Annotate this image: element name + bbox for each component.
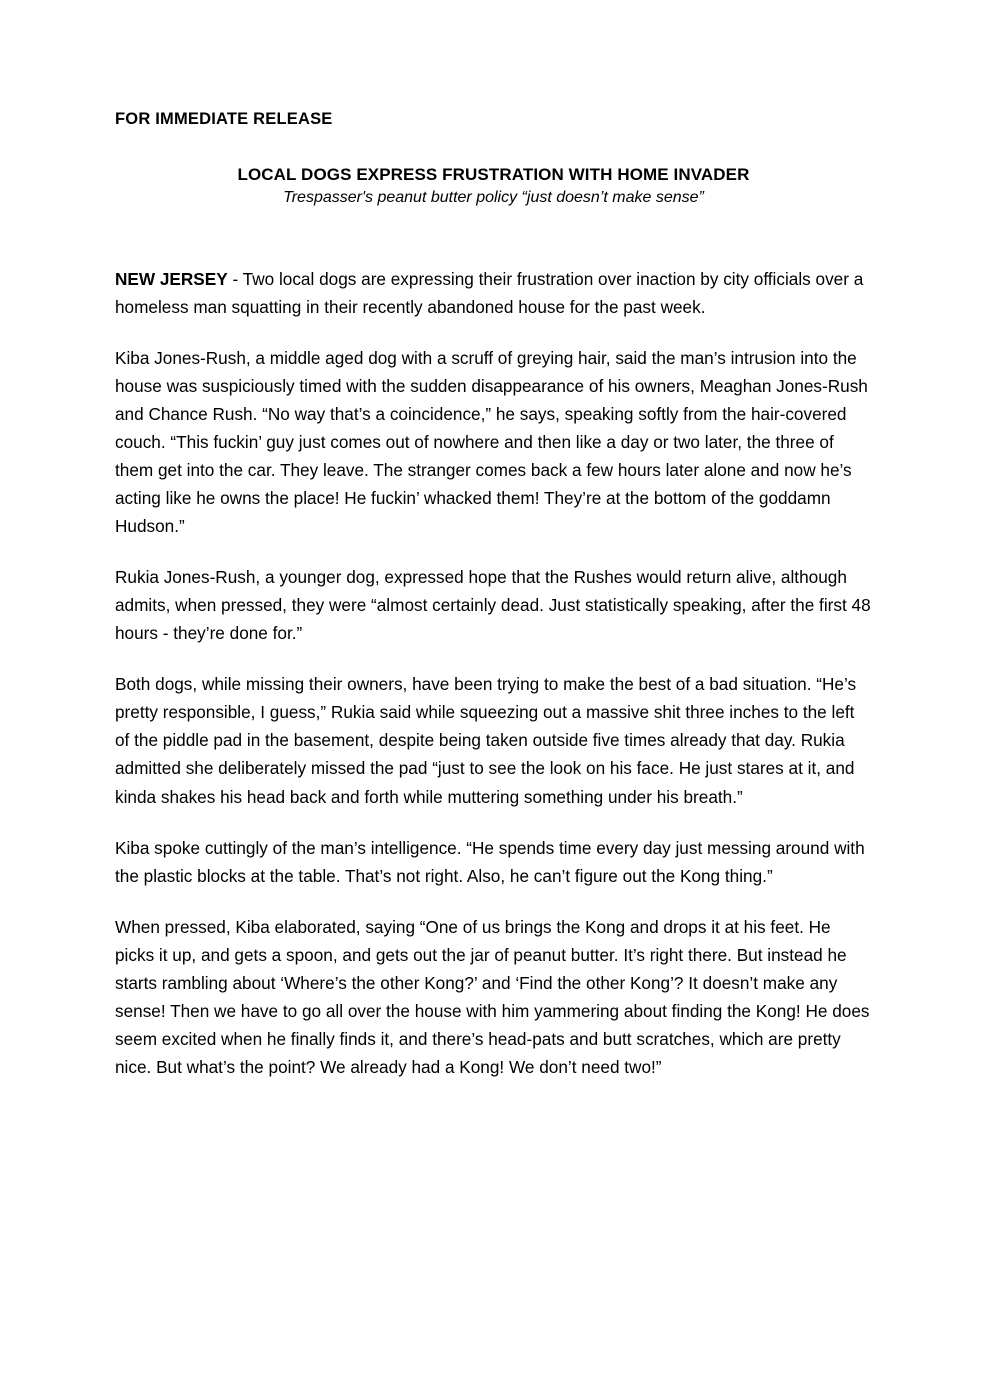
body-paragraph: Rukia Jones-Rush, a younger dog, expressed hope that the Rushes would return alive, although admits, when pressed, they were “almost certainly dead. Just statistically speaking, after the first 48 hours - they’re done for.”: [115, 567, 871, 644]
body-paragraph: Kiba spoke cuttingly of the man’s intelligence. “He spends time every day just messing around with the plastic blocks at the table. That’s not right. Also, he can’t figure out the Kong thing.”: [115, 837, 865, 886]
body-paragraph: When pressed, Kiba elaborated, saying “One of us brings the Kong and drops it at his feet. He picks it up, and gets a spoon, and gets out the jar of peanut butter. It’s right there. But instead he starts rambling about ‘Where’s the other Kong?’ and ‘Find the other Kong’? It doesn’t make any sense! Then we have to go all over the house with him yammering about finding the Kong! He does seem excited when he finally finds it, and there’s head-pats and butt scratches, which are pretty nice. But what’s the point? We already had a Kong! We don’t need two!”: [115, 916, 870, 1077]
page-title: LOCAL DOGS EXPRESS FRUSTRATION WITH HOME INVADER: [237, 165, 750, 184]
release-notice: FOR IMMEDIATE RELEASE: [115, 110, 333, 128]
dateline: NEW JERSEY: [115, 269, 228, 289]
lead-paragraph-text: - Two local dogs are expressing their frustration over inaction by city officials over a homeless man squatting in their recently abandoned house for the past week.: [115, 269, 864, 318]
lead-paragraph: [115, 265, 872, 321]
body-paragraph: Both dogs, while missing their owners, have been trying to make the best of a bad situation. “He’s pretty responsible, I guess,” Rukia said while squeezing out a massive shit three inches to the left of the piddle pad in the basement, despite being taken outside five times already that day. Rukia admitted she deliberately missed the pad “just to see the look on his face. He just stares at it, and kinda shakes his head back and forth while muttering something under his breath.”: [115, 674, 857, 807]
body-paragraph: Kiba Jones-Rush, a middle aged dog with a scruff of greying hair, said the man’s intrusion into the house was suspiciously timed with the sudden disappearance of his owners, Meaghan Jones-Rush and Chance Rush. “No way that’s a coincidence,” he says, speaking softly from the hair-covered couch. “This fuckin’ guy just comes out of nowhere and then like a day or two later, the three of them get into the car. They leave. The stranger comes back a few hours later alone and now he’s acting like he owns the place! He fuckin’ whacked them! They’re at the bottom of the goddamn Hudson.”: [115, 348, 868, 537]
subheadline: Trespasser's peanut butter policy “just doesn’t make sense”: [283, 189, 704, 206]
